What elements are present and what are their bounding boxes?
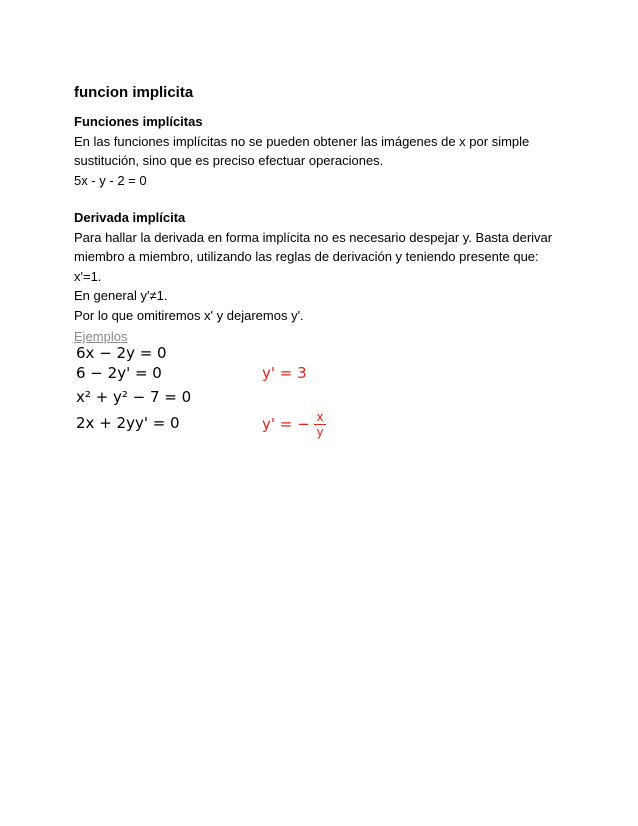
paragraph-line: En las funciones implícitas no se pueden obtener las imágenes de x por simple: [74, 133, 530, 149]
result-2: [262, 410, 326, 439]
equation-1: 6x − 2y = 0: [76, 344, 167, 362]
fraction-numerator: x: [316, 410, 324, 424]
paragraph-line: En general y'≠1.: [74, 288, 168, 303]
equation-4: 2x + 2yy' = 0: [76, 414, 180, 432]
paragraph-line: sustitución, sino que es preciso efectuar operaciones.: [74, 153, 384, 168]
result-2-left: y' = −: [262, 415, 310, 433]
paragraph-line: Por lo que omitiremos x' y dejaremos y'.: [74, 307, 304, 323]
section-derivada-implicita: [74, 208, 574, 325]
paragraph-line: 5x - y - 2 = 0: [74, 172, 147, 188]
equation-2: 6 − 2y' = 0: [76, 364, 162, 382]
section-funciones-implicitas: [74, 112, 574, 190]
paragraph-line: Para hallar la derivada en forma implícita no es necesario despejar y. Basta derivar: [74, 229, 553, 245]
equation-3: x² + y² − 7 = 0: [76, 388, 192, 406]
paragraph-line: x'=1.: [74, 268, 102, 284]
examples-link[interactable]: Ejemplos: [74, 329, 128, 344]
section-heading: Funciones implícitas: [74, 114, 203, 129]
result-2-fraction: [314, 410, 325, 439]
fraction-denominator: y: [316, 425, 324, 439]
page-title: funcion implicita: [74, 84, 194, 101]
result-1: y' = 3: [262, 364, 307, 382]
paragraph-line: miembro a miembro, utilizando las reglas de derivación y teniendo presente que:: [74, 249, 539, 264]
section-heading: Derivada implícita: [74, 210, 186, 225]
